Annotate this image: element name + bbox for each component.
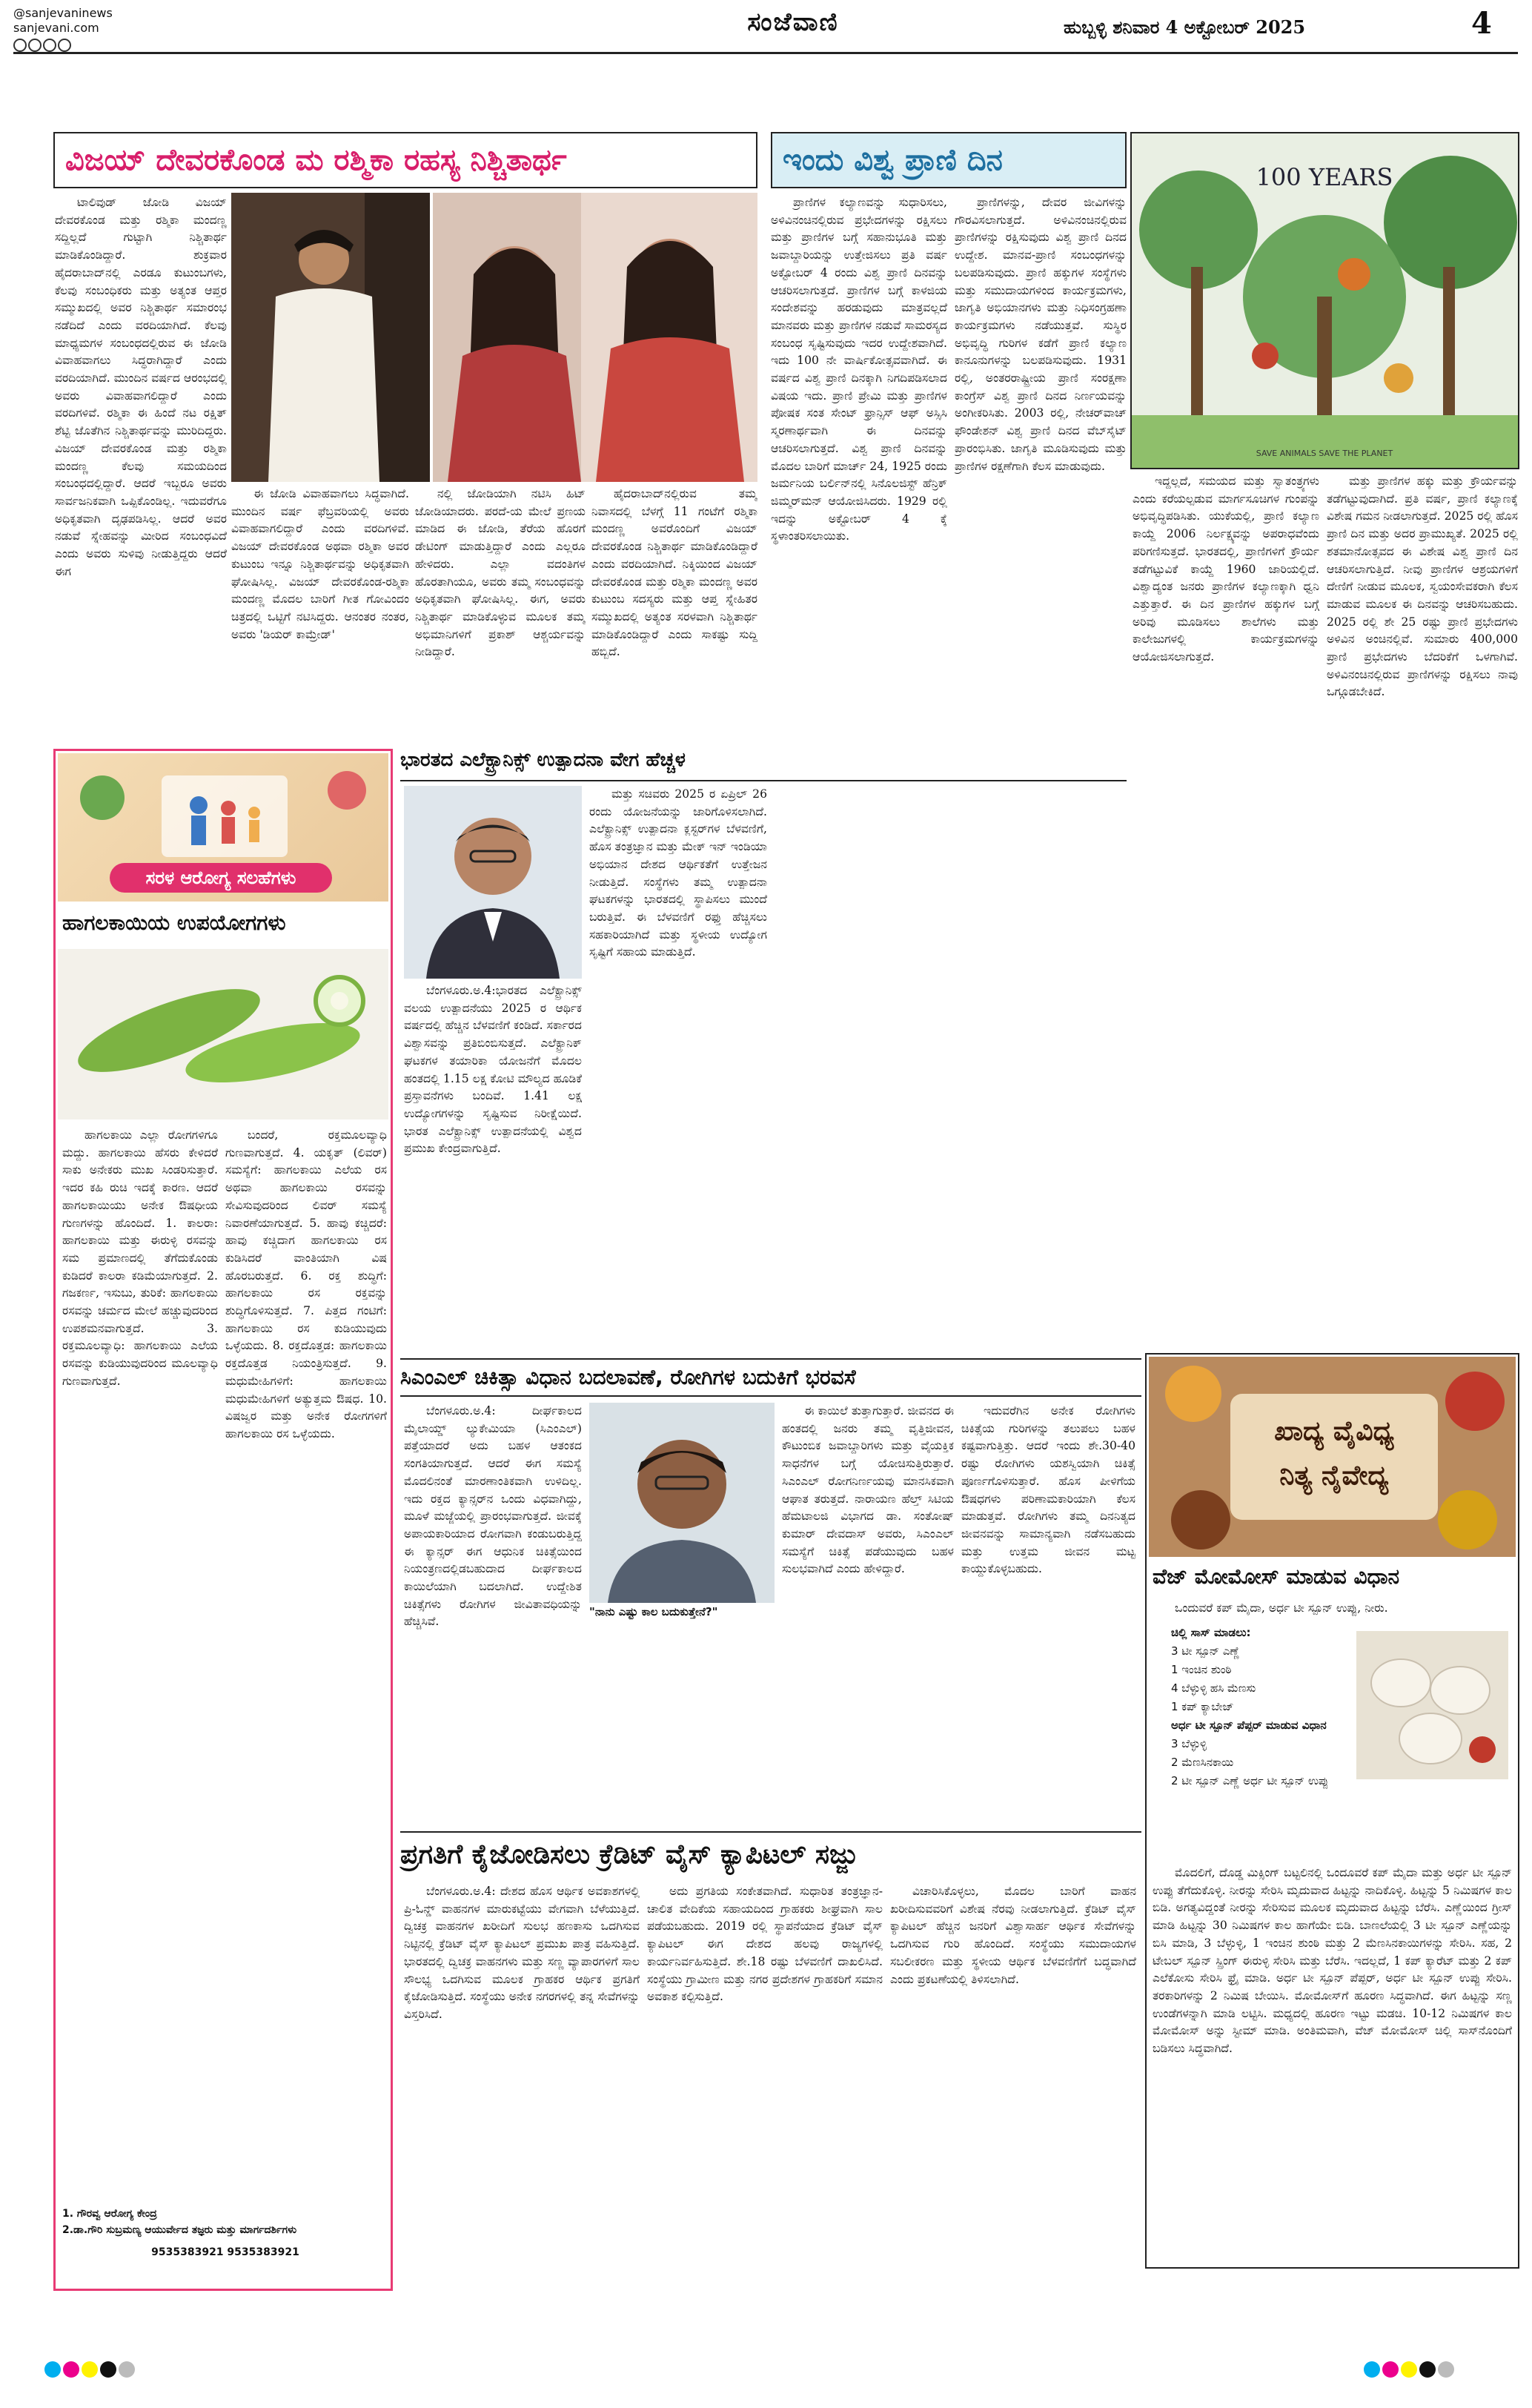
sauce-note: ಅರ್ಧ ಟೀ ಸ್ಪೂನ್ ಪೆಪ್ಪರ್ ಮಾಡುವ ವಿಧಾನ bbox=[1171, 1719, 1327, 1732]
food-headline: ವೆಜ್ ಮೋಮೋಸ್ ಮಾಡುವ ವಿಧಾನ bbox=[1153, 1564, 1400, 1589]
article5-col2: ಅದು ಪ್ರಗತಿಯ ಸಂಕೇತವಾಗಿದೆ. ಸುಧಾರಿತ ತಂತ್ರಜ್ಞಾನ-ಚಾಲಿತ ವೇದಿಕೆಯ ಸಹಾಯದಿಂದ ಗ್ರಾಹಕರು ಶೀಘ್ರವಾಗಿ ಸಾಲ ಪಡೆಯಬಹುದು. 2019 ರಲ್ಲಿ ಸ್ಥಾಪನೆಯಾದ ಕ್ರೆಡಿಟ್ ವೈಸ್ ಕ್ಯಾಪಿಟಲ್ ಈಗ ದೇಶದ ಹಲವು ರಾಜ್ಯಗಳಲ್ಲಿ ಕಾರ್ಯನಿರ್ವಹಿಸುತ್ತಿದೆ. ಶೇ.18 ರಷ್ಟು ಬೆಳವಣಿಗೆ ದಾಖಲಿಸಿದೆ. ಸಂಸ್ಥೆಯು ಗ್ರಾಮೀಣ ಮತ್ತು ನಗರ ಪ್ರದೇಶಗಳ ಗ್ರಾಹಕರಿಗೆ ಸಮಾನ ಅವಕಾಶ ಕಲ್ಪಿಸುತ್ತಿದೆ. bbox=[647, 1885, 883, 2004]
doctor-portrait-illustration bbox=[589, 1403, 775, 1603]
poster-title: 100 YEARS bbox=[1256, 163, 1393, 191]
health-credit-1: 1. ಗೌರವ್ವ ಆರೋಗ್ಯ ಕೇಂದ್ರ bbox=[62, 2208, 157, 2220]
article3-photo bbox=[404, 786, 582, 979]
spices-illustration bbox=[1149, 1357, 1516, 1557]
magenta-dot bbox=[63, 2361, 79, 2378]
filling-item: 3 ಬೆಳ್ಳುಳ್ಳಿ bbox=[1171, 1737, 1207, 1750]
article4-headline: ಸಿಎಂಎಲ್ ಚಿಕಿತ್ಸಾ ವಿಧಾನ ಬದಲಾವಣೆ, ರೋಗಿಗಳ ಬದುಕಿಗೆ ಭರವಸೆ bbox=[400, 1358, 1141, 1397]
black-dot bbox=[1419, 2361, 1436, 2378]
masthead-dateline: ಹುಬ್ಬಳ್ಳಿ ಶನಿವಾರ 4 ಅಕ್ಟೋಬರ್ 2025 bbox=[1064, 16, 1306, 38]
article3-col1: ಬೆಂಗಳೂರು.ಅ.4:ಭಾರತದ ಎಲೆಕ್ಟ್ರಾನಿಕ್ಸ್ ವಲಯ ಉತ್ಪಾದನೆಯು 2025 ರ ಆರ್ಥಿಕ ವರ್ಷದಲ್ಲಿ ಹೆಚ್ಚಿನ ಬೆಳವಣಿಗೆ ಕಂಡಿದೆ. ಸರ್ಕಾರದ ವಿಶ್ವಾಸವನ್ನು ಪ್ರತಿಬಿಂಬಿಸುತ್ತದೆ. ಎಲೆಕ್ಟ್ರಾನಿಕ್ ಘಟಕಗಳ ತಯಾರಿಕಾ ಯೋಜನೆಗೆ ಮೊದಲ ಹಂತದಲ್ಲಿ 1.15 ಲಕ್ಷ ಕೋಟಿ ಮೌಲ್ಯದ ಹೂಡಿಕೆ ಪ್ರಸ್ತಾವನೆಗಳು ಬಂದಿವೆ. 1.41 ಲಕ್ಷ ಉದ್ಯೋಗಗಳನ್ನು ಸೃಷ್ಟಿಸುವ ನಿರೀಕ್ಷೆಯಿದೆ. ಭಾರತ ಎಲೆಕ್ಟ್ರಾನಿಕ್ಸ್ ಉತ್ಪಾದನೆಯಲ್ಲಿ ವಿಶ್ವದ ಪ್ರಮುಖ ಕೇಂದ್ರವಾಗುತ್ತಿದೆ. bbox=[404, 984, 582, 1156]
health-col2: ಬಂದರೆ, ರಕ್ತಮೂಲವ್ಯಾಧಿ ಗುಣವಾಗುತ್ತದೆ. 4. ಯಕೃತ್ (ಲಿವರ್) ಸಮಸ್ಯೆಗೆ: ಹಾಗಲಕಾಯಿ ಎಲೆಯ ರಸ ಅಥವಾ ಹಾಗಲಕಾಯಿ ರಸವನ್ನು ಸೇವಿಸುವುದರಿಂದ ಲಿವರ್ ಸಮಸ್ಯೆ ನಿವಾರಣೆಯಾಗುತ್ತದೆ. 5. ಹಾವು ಕಚ್ಚಿದರೆ: ಹಾವು ಕಚ್ಚಿದಾಗ ಹಾಗಲಕಾಯಿ ರಸ ಕುಡಿಸಿದರೆ ವಾಂತಿಯಾಗಿ ವಿಷ ಹೊರಬರುತ್ತದೆ. 6. ರಕ್ತ ಶುದ್ಧಿಗೆ: ಹಾಗಲಕಾಯಿ ರಸ ರಕ್ತವನ್ನು ಶುದ್ಧಿಗೊಳಿಸುತ್ತದೆ. 7. ಪಿತ್ತದ ಗಂಟಿಗೆ: ಹಾಗಲಕಾಯಿ ರಸ ಕುಡಿಯುವುದು ಒಳ್ಳೆಯದು. 8. ರಕ್ತದೊತ್ತಡ: ಹಾಗಲಕಾಯಿ ರಕ್ತದೊತ್ತಡ ನಿಯಂತ್ರಿಸುತ್ತದೆ. 9. ಮಧುಮೇಹಿಗಳಿಗೆ: ಹಾಗಲಕಾಯಿ ಮಧುಮೇಹಿಗಳಿಗೆ ಅತ್ಯುತ್ತಮ ಔಷಧ. 10. ವಿಷಜ್ವರ ಮತ್ತು ಅನೇಕ ರೋಗಗಳಿಗೆ ಹಾಗಲಕಾಯಿ ರಸ ಒಳ್ಳೆಯದು. bbox=[225, 1128, 387, 1440]
health-banner-image bbox=[58, 753, 388, 902]
article4-col1: ಬೆಂಗಳೂರು.ಅ.4: ದೀರ್ಘಕಾಲದ ಮೈಲಾಯ್ಡ್ ಲ್ಯುಕೇಮಿಯಾ (ಸಿಎಂಎಲ್) ಪತ್ತೆಯಾದರೆ ಅದು ಬಹಳ ಆತಂಕದ ಸಂಗತಿಯಾಗುತ್ತದೆ. ಆದರೆ ಈಗ ಸಮಸ್ಯೆ ಮೊದಲಿನಂತೆ ಮಾರಣಾಂತಿಕವಾಗಿ ಉಳಿದಿಲ್ಲ. ಇದು ರಕ್ತದ ಕ್ಯಾನ್ಸರ್‌ನ ಒಂದು ವಿಧವಾಗಿದ್ದು, ಮೂಳೆ ಮಜ್ಜೆಯಲ್ಲಿ ಪ್ರಾರಂಭವಾಗುತ್ತದೆ. ಜೀವಕ್ಕೆ ಅಪಾಯಕಾರಿಯಾದ ರೋಗವಾಗಿ ಕಂಡುಬರುತ್ತಿದ್ದ ಈ ಕ್ಯಾನ್ಸರ್ ಈಗ ಆಧುನಿಕ ಚಿಕಿತ್ಸೆಯಿಂದ ನಿಯಂತ್ರಣದಲ್ಲಿಡಬಹುದಾದ ದೀರ್ಘಕಾಲದ ಕಾಯಿಲೆಯಾಗಿ ಬದಲಾಗಿದೆ. ಉದ್ದೇಶಿತ ಚಿಕಿತ್ಸೆಗಳು ರೋಗಿಗಳ ಜೀವಿತಾವಧಿಯನ್ನು ಹೆಚ್ಚಿಸಿವೆ. bbox=[404, 1404, 582, 1629]
article4-photo bbox=[589, 1403, 775, 1603]
article4-quote: "ನಾನು ಎಷ್ಟು ಕಾಲ ಬದುಕುತ್ತೇನೆ?" bbox=[589, 1605, 718, 1618]
sauce-item: 4 ಬೆಳ್ಳುಳ್ಳಿ ಹಸಿ ಮೆಣಸು bbox=[1171, 1681, 1256, 1695]
sauce-ingredients bbox=[1171, 1624, 1349, 1861]
momos-illustration bbox=[1356, 1631, 1508, 1779]
article4-col2: ಈ ಕಾಯಿಲೆ ತುತ್ತಾಗುತ್ತಾರೆ. ಜೀವನದ ಈ ಹಂತದಲ್ಲಿ ಜನರು ತಮ್ಮ ವೃತ್ತಿಜೀವನ, ಕೌಟುಂಬಿಕ ಜವಾಬ್ದಾರಿಗಳು ಮತ್ತು ವೈಯಕ್ತಿಕ ಸಾಧನೆಗಳ ಬಗ್ಗೆ ಯೋಚಿಸುತ್ತಿರುತ್ತಾರೆ. ಸಿಎಂಎಲ್ ರೋಗನಿರ್ಣಯವು ಮಾನಸಿಕವಾಗಿ ಆಘಾತ ತರುತ್ತದೆ. ನಾರಾಯಣ ಹೆಲ್ತ್ ಸಿಟಿಯ ಹೆಮಟಾಲಜಿ ವಿಭಾಗದ ಡಾ. ಸಂತೋಷ್ ಕುಮಾರ್ ದೇವದಾಸ್ ಅವರು, ಸಿಎಂಎಲ್ ಸಮಸ್ಯೆಗೆ ಚಿಕಿತ್ಸೆ ಪಡೆಯುವುದು ಬಹಳ ಸುಲಭವಾಗಿದೆ ಎಂದು ಹೇಳಿದ್ದಾರೆ. bbox=[782, 1404, 954, 1576]
grey-dot bbox=[1438, 2361, 1454, 2378]
sauce-title: ಚಿಲ್ಲಿ ಸಾಸ್ ಮಾಡಲು: bbox=[1171, 1626, 1251, 1639]
article3-col2: ಮತ್ತು ಸಚಿವರು 2025 ರ ಏಪ್ರಿಲ್ 26 ರಂದು ಯೋಜನೆಯನ್ನು ಜಾರಿಗೊಳಿಸಲಾಗಿದೆ. ಎಲೆಕ್ಟ್ರಾನಿಕ್ಸ್ ಉತ್ಪಾದನಾ ಕ್ಲಸ್ಟರ್‌ಗಳ ಬೆಳವಣಿಗೆ, ಹೊಸ ತಂತ್ರಜ್ಞಾನ ಮತ್ತು ಮೇಕ್ ಇನ್ ಇಂಡಿಯಾ ಅಭಿಯಾನ ದೇಶದ ಆರ್ಥಿಕತೆಗೆ ಉತ್ತೇಜನ ನೀಡುತ್ತಿದೆ. ಸಂಸ್ಥೆಗಳು ತಮ್ಮ ಉತ್ಪಾದನಾ ಘಟಕಗಳನ್ನು ಭಾರತದಲ್ಲಿ ಸ್ಥಾಪಿಸಲು ಮುಂದೆ ಬರುತ್ತಿವೆ. ಈ ಬೆಳವಣಿಗೆ ರಫ್ತು ಹೆಚ್ಚಿಸಲು ಸಹಕಾರಿಯಾಗಿದೆ ಮತ್ತು ಸ್ಥಳೀಯ ಉದ್ಯೋಗ ಸೃಷ್ಟಿಗೆ ಸಹಾಯ ಮಾಡುತ್ತಿದೆ. bbox=[589, 787, 767, 959]
article1-col4: ಹೈದರಾಬಾದ್‌ನಲ್ಲಿರುವ ತಮ್ಮ ನಿವಾಸದಲ್ಲಿ ಬೆಳಗ್ಗೆ 11 ಗಂಟೆಗೆ ರಶ್ಮಿಕಾ ಮಂದಣ್ಣ ಅವರೊಂದಿಗೆ ವಿಜಯ್ ದೇವರಕೊಂಡ ನಿಶ್ಚಿತಾರ್ಥ ಮಾಡಿಕೊಂಡಿದ್ದಾರೆ ಎಂದು ವರದಿಯಾಗಿದೆ. ನಿಕ್ಕಿಯಿಂದ ವಿಜಯ್ ದೇವರಕೊಂಡ ಮತ್ತು ರಶ್ಮಿಕಾ ಮಂದಣ್ಣ ಅವರ ಕುಟುಂಬ ಸದಸ್ಯರು ಮತ್ತು ಆಪ್ತ ಸ್ನೇಹಿತರ ಸಮ್ಮುಖದಲ್ಲಿ ಅತ್ಯಂತ ಸರಳವಾಗಿ ನಿಶ್ಚಿತಾರ್ಥ ಮಾಡಿಕೊಂಡಿದ್ದಾರೆ ಎಂದು ಸಾಕಷ್ಟು ಸುದ್ದಿ ಹಬ್ಬಿದೆ. bbox=[591, 487, 757, 659]
website: sanjevani.com bbox=[13, 21, 99, 35]
sauce-item: 1 ಇಂಚಿನ ಶುಂಠಿ bbox=[1171, 1663, 1232, 1676]
masthead-rule bbox=[13, 52, 1518, 55]
official-portrait-illustration bbox=[404, 786, 582, 979]
food-method: ಮೊದಲಿಗೆ, ದೊಡ್ಡ ಮಿಕ್ಸಿಂಗ್ ಬಟ್ಟಲಿನಲ್ಲಿ ಒಂದೂವರೆ ಕಪ್ ಮೈದಾ ಮತ್ತು ಅರ್ಧ ಟೀ ಸ್ಪೂನ್ ಉಪ್ಪು ತೆಗೆದುಕೊಳ್ಳಿ. ನೀರನ್ನು ಸೇರಿಸಿ ಮೃದುವಾದ ಹಿಟ್ಟನ್ನು ನಾದಿಕೊಳ್ಳಿ. ಹಿಟ್ಟನ್ನು 5 ನಿಮಿಷಗಳ ಕಾಲ ಬಿಡಿ. ಅಗತ್ಯವಿದ್ದಂತೆ ನೀರನ್ನು ಸೇರಿಸುವ ಮೂಲಕ ಮೃದುವಾದ ಹಿಟ್ಟನ್ನು ಬೆರೆಸಿ. ಎಣ್ಣೆಯಿಂದ ಗ್ರೀಸ್ ಮಾಡಿ ಹಿಟ್ಟನ್ನು 30 ನಿಮಿಷಗಳ ಕಾಲ ಹಾಗೆಯೇ ಬಿಡಿ. ಬಾಣಲೆಯಲ್ಲಿ 3 ಟೀ ಸ್ಪೂನ್ ಎಣ್ಣೆಯನ್ನು ಬಿಸಿ ಮಾಡಿ, 3 ಬೆಳ್ಳುಳ್ಳಿ, 1 ಇಂಚಿನ ಶುಂಠಿ ಮತ್ತು 2 ಮೆಣಸಿನಕಾಯಿಗಳನ್ನು ಸೇರಿಸಿ. ಸಹ, 2 ಟೇಬಲ್ ಸ್ಪೂನ್ ಸ್ಪ್ರಿಂಗ್ ಈರುಳ್ಳಿ ಸೇರಿಸಿ ಮತ್ತು ಬೆರೆಸಿ. ಇದಲ್ಲದೆ, 1 ಕಪ್ ಕ್ಯಾರೆಟ್ ಮತ್ತು 2 ಕಪ್ ಎಲೆಕೋಸು ಸೇರಿಸಿ ಫ್ರೈ ಮಾಡಿ. ಅರ್ಧ ಟೀ ಸ್ಪೂನ್ ಪೆಪ್ಪರ್, ಅರ್ಧ ಟೀ ಸ್ಪೂನ್ ಉಪ್ಪು ಸೇರಿಸಿ. ತರಕಾರಿಗಳನ್ನು 2 ನಿಮಿಷ ಬೇಯಿಸಿ. ಮೋಮೋಸ್‌ಗೆ ಹೂರಣ ಸಿದ್ಧವಾಗಿದೆ. ಈಗ ಹಿಟ್ಟನ್ನು ಸಣ್ಣ ಉಂಡೆಗಳನ್ನಾಗಿ ಮಾಡಿ ಲಟ್ಟಿಸಿ. ಮಧ್ಯದಲ್ಲಿ ಹೂರಣ ಇಟ್ಟು ಮಡಚಿ. 10-12 ನಿಮಿಷಗಳ ಕಾಲ ಮೋಮೋಸ್ ಅನ್ನು ಸ್ಟೀಮ್ ಮಾಡಿ. ಅಂತಿಮವಾಗಿ, ವೆಜ್ ಮೋಮೋಸ್ ಚಿಲ್ಲಿ ಸಾಸ್‌ನೊಂದಿಗೆ ಬಡಿಸಲು ಸಿದ್ಧವಾಗಿದೆ. bbox=[1153, 1866, 1512, 2056]
article1-col2: ಈ ಜೋಡಿ ವಿವಾಹವಾಗಲು ಸಿದ್ಧವಾಗಿದೆ. ಮುಂದಿನ ವರ್ಷ ಫೆಬ್ರವರಿಯಲ್ಲಿ ಅವರು ವಿವಾಹವಾಗಲಿದ್ದಾರೆ ಎಂದು ವರದಿಗಳಿವೆ. ವಿಜಯ್ ದೇವರಕೊಂಡ ಅಥವಾ ರಶ್ಮಿಕಾ ಅವರ ಕುಟುಂಬ ಇನ್ನೂ ನಿಶ್ಚಿತಾರ್ಥವನ್ನು ಅಧಿಕೃತವಾಗಿ ಘೋಷಿಸಿಲ್ಲ. ವಿಜಯ್ ದೇವರಕೊಂಡ-ರಶ್ಮಿಕಾ ಮಂದಣ್ಣ ಮೊದಲ ಬಾರಿಗೆ ಗೀತ ಗೋವಿಂದಂ ಚಿತ್ರದಲ್ಲಿ ಒಟ್ಟಿಗೆ ನಟಿಸಿದ್ದರು. ಆನಂತರ ನಂತರ, ಅವರು 'ಡಿಯರ್ ಕಾಮ್ರೇಡ್' bbox=[231, 487, 409, 641]
vijay-photo-illustration bbox=[231, 193, 430, 482]
article1-photo-vijay bbox=[231, 193, 430, 482]
sauce-item: 1 ಕಪ್ ಕ್ಯಾಬೇಜ್ bbox=[1171, 1700, 1234, 1713]
health-headline: ಹಾಗಲಕಾಯಿಯ ಉಪಯೋಗಗಳು bbox=[62, 910, 286, 935]
food-banner-line2: ನಿತ್ಯ ನೈವೇದ್ಯ bbox=[1279, 1461, 1389, 1491]
article1-col3: ನಲ್ಲಿ ಜೋಡಿಯಾಗಿ ನಟಿಸಿ ಹಿಟ್ ಜೋಡಿಯಾದರು. ಪರದೆ-ಯ ಮೇಲೆ ಪ್ರಣಯ ಮಾಡಿದ ಈ ಜೋಡಿ, ತೆರೆಯ ಹೊರಗೆ ಡೇಟಿಂಗ್ ಮಾಡುತ್ತಿದ್ದಾರೆ ಎಂದು ಎಲ್ಲರೂ ಹೇಳಿದರು. ಎಲ್ಲಾ ವದಂತಿಗಳ ಹೊರತಾಗಿಯೂ, ಅವರು ತಮ್ಮ ಸಂಬಂಧವನ್ನು ಅಧಿಕೃತವಾಗಿ ಘೋಷಿಸಿಲ್ಲ. ಈಗ, ಅವರು ನಿಶ್ಚಿತಾರ್ಥ ಮಾಡಿಕೊಳ್ಳುವ ಮೂಲಕ ತಮ್ಮ ಅಭಿಮಾನಿಗಳಿಗೆ ಪ್ರಕಾಶ್ ಆಶ್ಚರ್ಯವನ್ನು ನೀಡಿದ್ದಾರೆ. bbox=[415, 487, 586, 659]
food-banner-image bbox=[1149, 1357, 1516, 1557]
grey-dot bbox=[119, 2361, 135, 2378]
article2-headline: ಇಂದು ವಿಶ್ವ ಪ್ರಾಣಿ ದಿನ bbox=[783, 143, 1003, 177]
sauce-item: 3 ಟೀ ಸ್ಪೂನ್ ಎಣ್ಣೆ bbox=[1171, 1644, 1240, 1658]
filling-item: 2 ಟೀ ಸ್ಪೂನ್ ಎಣ್ಣೆ ಅರ್ಧ ಟೀ ಸ್ಪೂನ್ ಉಪ್ಪು bbox=[1171, 1774, 1329, 1787]
masthead-title: ಸಂಜೆವಾಣಿ bbox=[747, 7, 839, 37]
yellow-dot bbox=[1401, 2361, 1417, 2378]
instagram-icon bbox=[43, 39, 56, 52]
article1-photo-rashmika bbox=[433, 193, 757, 482]
health-col1: ಹಾಗಲಕಾಯಿ ಎಲ್ಲಾ ರೋಗಗಳಿಗೂ ಮದ್ದು. ಹಾಗಲಕಾಯಿ ಹೆಸರು ಕೇಳಿದರೆ ಸಾಕು ಅನೇಕರು ಮುಖ ಸಿಂಡರಿಸುತ್ತಾರೆ. ಇದರ ಕಹಿ ರುಚಿ ಇದಕ್ಕೆ ಕಾರಣ. ಆದರೆ ಹಾಗಲಕಾಯಿಯು ಅನೇಕ ಔಷಧೀಯ ಗುಣಗಳನ್ನು ಹೊಂದಿದೆ. 1. ಕಾಲರಾ: ಹಾಗಲಕಾಯಿ ಮತ್ತು ಈರುಳ್ಳಿ ರಸವನ್ನು ಸಮ ಪ್ರಮಾಣದಲ್ಲಿ ತೆಗೆದುಕೊಂಡು ಕುಡಿದರೆ ಕಾಲರಾ ಕಡಿಮೆಯಾಗುತ್ತದೆ. 2. ಗಜಕರ್ಣ, ಇಸುಬು, ತುರಿಕೆ: ಹಾಗಲಕಾಯಿ ರಸವನ್ನು ಚರ್ಮದ ಮೇಲೆ ಹಚ್ಚುವುದರಿಂದ ಉಪಶಮನವಾಗುತ್ತದೆ. 3. ರಕ್ತಮೂಲವ್ಯಾಧಿ: ಹಾಗಲಕಾಯಿ ಎಲೆಯ ರಸವನ್ನು ಕುಡಿಯುವುದರಿಂದ ಮೂಲವ್ಯಾಧಿ ಗುಣವಾಗುತ್ತದೆ. bbox=[62, 1128, 218, 1388]
facebook-icon bbox=[13, 39, 27, 52]
article2-col3: ಇದ್ದಲ್ಲದೆ, ಸಮಯದ ಮತ್ತು ಸ್ವಾತಂತ್ರ್ಯಗಳು ಎಂದು ಕರೆಯಲ್ಪಡುವ ಮಾರ್ಗಸೂಚಿಗಳ ಗುಂಪನ್ನು ಅಭಿವೃದ್ಧಿಪಡಿಸಿತು. ಯುಕೆಯಲ್ಲಿ, ಪ್ರಾಣಿ ಕಲ್ಯಾಣ ಕಾಯ್ದೆ 2006 ನಿರ್ಲಕ್ಷ್ಯವನ್ನು ಅಪರಾಧವೆಂದು ಪರಿಗಣಿಸುತ್ತದೆ. ಭಾರತದಲ್ಲಿ, ಪ್ರಾಣಿಗಳಿಗೆ ಕ್ರೌರ್ಯ ತಡೆಗಟ್ಟುವಿಕೆ ಕಾಯ್ದೆ 1960 ಜಾರಿಯಲ್ಲಿದೆ. ವಿಶ್ವಾದ್ಯಂತ ಜನರು ಪ್ರಾಣಿಗಳ ಕಲ್ಯಾಣಕ್ಕಾಗಿ ಧ್ವನಿ ಎತ್ತುತ್ತಾರೆ. ಈ ದಿನ ಪ್ರಾಣಿಗಳ ಹಕ್ಕುಗಳ ಬಗ್ಗೆ ಅರಿವು ಮೂಡಿಸಲು ಶಾಲೆಗಳು ಮತ್ತು ಕಾಲೇಜುಗಳಲ್ಲಿ ಕಾರ್ಯಕ್ರಮಗಳನ್ನು ಆಯೋಜಿಸಲಾಗುತ್ತದೆ. bbox=[1133, 474, 1319, 664]
masthead-handles bbox=[13, 6, 132, 58]
cyan-dot bbox=[44, 2361, 61, 2378]
article1-headline-box bbox=[53, 132, 757, 188]
article2-col2: ಪ್ರಾಣಿಗಳನ್ನು, ದೇವರ ಜೀವಿಗಳನ್ನು ಗೌರವಿಸಲಾಗುತ್ತದೆ. ಅಳಿವಿನಂಚಿನಲ್ಲಿರುವ ಪ್ರಾಣಿಗಳನ್ನು ರಕ್ಷಿಸುವುದು ವಿಶ್ವ ಪ್ರಾಣಿ ದಿನದ ಉದ್ದೇಶ. ಮಾನವ-ಪ್ರಾಣಿ ಸಂಬಂಧಗಳನ್ನು ಬಲಪಡಿಸುವುದು. ಪ್ರಾಣಿ ಹಕ್ಕುಗಳ ಸಂಸ್ಥೆಗಳು ಮತ್ತು ಸಮುದಾಯಗಳಿಂದ ಕಾರ್ಯಕ್ರಮಗಳು, ಜಾಗೃತಿ ಅಭಿಯಾನಗಳು ಮತ್ತು ನಿಧಿಸಂಗ್ರಹಣಾ ಕಾರ್ಯಕ್ರಮಗಳು ನಡೆಯುತ್ತವೆ. ಸುಸ್ಥಿರ ಅಭಿವೃದ್ಧಿ ಗುರಿಗಳ ಕಡೆಗೆ ಪ್ರಾಣಿ ಕಲ್ಯಾಣ ಕಾನೂನುಗಳನ್ನು ಬಲಪಡಿಸುವುದು. 1931 ರಲ್ಲಿ, ಅಂತರರಾಷ್ಟ್ರೀಯ ಪ್ರಾಣಿ ಸಂರಕ್ಷಣಾ ಕಾಂಗ್ರೆಸ್ ವಿಶ್ವ ಪ್ರಾಣಿ ದಿನದ ನಿರ್ಣಯವನ್ನು ಅಂಗೀಕರಿಸಿತು. 2003 ರಲ್ಲಿ, ನೇಚರ್‌ವಾಚ್ ಫೌಂಡೇಶನ್ ವಿಶ್ವ ಪ್ರಾಣಿ ದಿನದ ವೆಬ್‌ಸೈಟ್ ಪ್ರಾರಂಭಿಸಿತು. ಜಾಗೃತಿ ಮೂಡಿಸುವುದು ಮತ್ತು ಪ್ರಾಣಿಗಳ ರಕ್ಷಣೆಗಾಗಿ ಕೆಲಸ ಮಾಡುವುದು. bbox=[955, 196, 1127, 473]
filling-item: 2 ಮೆಣಸಿನಕಾಯಿ bbox=[1171, 1756, 1234, 1769]
poster-caption: SAVE ANIMALS SAVE THE PLANET bbox=[1256, 449, 1393, 458]
food-intro: ಒಂದುವರೆ ಕಪ್ ಮೈದಾ, ಅರ್ಧ ಟೀ ಸ್ಪೂನ್ ಉಪ್ಪು, ನೀರು. bbox=[1175, 1601, 1388, 1615]
health-credit-2: 2.ಡಾ.ಗೌರಿ ಸುಬ್ರಮಣ್ಯ ಆಯುರ್ವೇದ ತಜ್ಞರು ಮತ್ತು ಮಾರ್ಗದರ್ಶಿಗಳು bbox=[62, 2224, 297, 2236]
black-dot bbox=[100, 2361, 116, 2378]
article1-headline: ವಿಜಯ್ ದೇವರಕೊಂಡ ಮ ರಶ್ಮಿಕಾ ರಹಸ್ಯ ನಿಶ್ಚಿತಾರ್ಥ bbox=[65, 143, 567, 177]
article2-headline-box bbox=[771, 132, 1127, 188]
youtube-icon bbox=[58, 39, 71, 52]
cyan-dot bbox=[1364, 2361, 1380, 2378]
article3-headline: ಭಾರತದ ಎಲೆಕ್ಟ್ರಾನಿಕ್ಸ್ ಉತ್ಪಾದನಾ ವೇಗ ಹೆಚ್ಚಳ bbox=[400, 749, 1127, 781]
social-handle: @sanjevaninews bbox=[13, 6, 113, 20]
page-number: 4 bbox=[1471, 6, 1492, 41]
article4-col3: ಇದುವರೆಗಿನ ಅನೇಕ ರೋಗಿಗಳು ಚಿಕಿತ್ಸೆಯ ಗುರಿಗಳನ್ನು ತಲುಪಲು ಬಹಳ ಕಷ್ಟವಾಗುತ್ತಿತ್ತು. ಆದರೆ ಇಂದು ಶೇ.30-40 ರಷ್ಟು ರೋಗಿಗಳು ಯಶಸ್ವಿಯಾಗಿ ಚಿಕಿತ್ಸೆ ಪೂರ್ಣಗೊಳಿಸುತ್ತಾರೆ. ಹೊಸ ಪೀಳಿಗೆಯ ಔಷಧಗಳು ಪರಿಣಾಮಕಾರಿಯಾಗಿ ಕೆಲಸ ಮಾಡುತ್ತವೆ. ರೋಗಿಗಳು ತಮ್ಮ ದಿನನಿತ್ಯದ ಜೀವನವನ್ನು ಸಾಮಾನ್ಯವಾಗಿ ನಡೆಸಬಹುದು ಮತ್ತು ಉತ್ತಮ ಜೀವನ ಮಟ್ಟ ಕಾಯ್ದುಕೊಳ್ಳಬಹುದು. bbox=[961, 1404, 1135, 1576]
magenta-dot bbox=[1382, 2361, 1399, 2378]
twitter-icon bbox=[28, 39, 42, 52]
color-registration-right bbox=[1364, 2361, 1482, 2384]
article2-col4: ಮತ್ತು ಪ್ರಾಣಿಗಳ ಹಕ್ಕು ಮತ್ತು ಕ್ರೌರ್ಯವನ್ನು ತಡೆಗಟ್ಟುವುದಾಗಿದೆ. ಪ್ರತಿ ವರ್ಷ, ಪ್ರಾಣಿ ಕಲ್ಯಾಣಕ್ಕೆ ವಿಶೇಷ ಗಮನ ನೀಡಲಾಗುತ್ತದೆ. 2025 ರಲ್ಲಿ ಹೊಸ ಪ್ರಾಣಿ ದಿನ ಮತ್ತು ಅದರ ಪ್ರಾಮುಖ್ಯತೆ. 2025 ರಲ್ಲಿ ಶತಮಾನೋತ್ಸವದ ಈ ವಿಶೇಷ ವಿಶ್ವ ಪ್ರಾಣಿ ದಿನ ಆಚರಿಸಲಾಗುತ್ತಿದೆ. ನೀವು ಪ್ರಾಣಿಗಳ ಆಶ್ರಯಗಳಿಗೆ ದೇಣಿಗೆ ನೀಡುವ ಮೂಲಕ, ಸ್ವಯಂಸೇವಕರಾಗಿ ಕೆಲಸ ಮಾಡುವ ಮೂಲಕ ಈ ದಿನವನ್ನು ಆಚರಿಸಬಹುದು. 2025 ರಲ್ಲಿ ಶೇ 25 ರಷ್ಟು ಪ್ರಾಣಿ ಪ್ರಭೇದಗಳು ಅಳಿವಿನ ಅಂಚಿನಲ್ಲಿವೆ. ಸುಮಾರು 400,000 ಪ್ರಾಣಿ ಪ್ರಭೇದಗಳು ಬೆದರಿಕೆಗೆ ಒಳಗಾಗಿವೆ. ಅಳಿವಿನಂಚಿನಲ್ಲಿರುವ ಪ್ರಾಣಿಗಳನ್ನು ರಕ್ಷಿಸಲು ನಾವು ಒಗ್ಗೂಡಬೇಕಿದೆ. bbox=[1327, 474, 1518, 699]
article5-col3: ವಿಚಾರಿಸಿಕೊಳ್ಳಲು, ಮೊದಲ ಬಾರಿಗೆ ವಾಹನ ಖರೀದಿಸುವವರಿಗೆ ವಿಶೇಷ ನೆರವು ನೀಡಲಾಗುತ್ತಿದೆ. ಕ್ರೆಡಿಟ್ ವೈಸ್ ಕ್ಯಾಪಿಟಲ್ ಹೆಚ್ಚಿನ ಜನರಿಗೆ ವಿಶ್ವಾಸಾರ್ಹ ಆರ್ಥಿಕ ಸೇವೆಗಳನ್ನು ಒದಗಿಸುವ ಗುರಿ ಹೊಂದಿದೆ. ಸಂಸ್ಥೆಯು ಸಮುದಾಯಗಳ ಸಬಲೀಕರಣ ಮತ್ತು ಸ್ಥಳೀಯ ಆರ್ಥಿಕ ಬೆಳವಣಿಗೆಗೆ ಬದ್ಧವಾಗಿದೆ ಎಂದು ಪ್ರಕಟಣೆಯಲ್ಲಿ ತಿಳಿಸಲಾಗಿದೆ. bbox=[890, 1885, 1136, 1986]
social-icons bbox=[13, 37, 132, 52]
animal-day-poster bbox=[1130, 132, 1519, 469]
article2-col1: ಪ್ರಾಣಿಗಳ ಕಲ್ಯಾಣವನ್ನು ಸುಧಾರಿಸಲು, ಅಳಿವಿನಂಚಿನಲ್ಲಿರುವ ಪ್ರಭೇದಗಳನ್ನು ರಕ್ಷಿಸಲು ಮತ್ತು ಪ್ರಾಣಿಗಳ ಬಗ್ಗೆ ಸಹಾನುಭೂತಿ ಮತ್ತು ಜವಾಬ್ದಾರಿಯನ್ನು ಉತ್ತೇಜಿಸಲು ಪ್ರತಿ ವರ್ಷ ಅಕ್ಟೋಬರ್ 4 ರಂದು ವಿಶ್ವ ಪ್ರಾಣಿ ದಿನವನ್ನು ಆಚರಿಸಲಾಗುತ್ತದೆ. ಪ್ರಾಣಿಗಳ ಬಗ್ಗೆ ಕಾಳಜಿಯ ಸಂದೇಶವನ್ನು ಹರಡುವುದು ಮಾತ್ರವಲ್ಲದೆ ಮಾನವರು ಮತ್ತು ಪ್ರಾಣಿಗಳ ನಡುವೆ ಸಾಮರಸ್ಯದ ಸಂಬಂಧ ಸೃಷ್ಟಿಸುವುದು ಇದರ ಉದ್ದೇಶವಾಗಿದೆ. ಇದು 100 ನೇ ವಾರ್ಷಿಕೋತ್ಸವವಾಗಿದೆ. ಈ ವರ್ಷದ ವಿಶ್ವ ಪ್ರಾಣಿ ದಿನಕ್ಕಾಗಿ ನಿಗದಿಪಡಿಸಲಾದ ವಿಷಯ ಇದು. ಪ್ರಾಣಿ ಪ್ರೇಮಿ ಮತ್ತು ಪ್ರಾಣಿಗಳ ಪೋಷಕ ಸಂತ ಸೇಂಟ್ ಫ್ರಾನ್ಸಿಸ್ ಆಫ್ ಅಸ್ಸಿಸಿ ಸ್ಮರಣಾರ್ಥವಾಗಿ ಈ ದಿನವನ್ನು ಆಚರಿಸಲಾಗುತ್ತದೆ. ವಿಶ್ವ ಪ್ರಾಣಿ ದಿನವನ್ನು ಮೊದಲ ಬಾರಿಗೆ ಮಾರ್ಚ್ 24, 1925 ರಂದು ಜರ್ಮನಿಯ ಬರ್ಲಿನ್‌ನಲ್ಲಿ ಸಿನೊಲಜಿಸ್ಟ್ ಹೆನ್ರಿಕ್ ಜಿಮ್ಮರ್‌ಮನ್ ಆಯೋಜಿಸಿದರು. 1929 ರಲ್ಲಿ ಇದನ್ನು ಅಕ್ಟೋಬರ್ 4 ಕ್ಕೆ ಸ್ಥಳಾಂತರಿಸಲಾಯಿತು. bbox=[771, 196, 947, 543]
article5-col1: ಬೆಂಗಳೂರು.ಅ.4: ದೇಶದ ಹೊಸ ಆರ್ಥಿಕ ಅವಕಾಶಗಳಲ್ಲಿ ಪ್ರಿ-ಓನ್ಡ್ ವಾಹನಗಳ ಮಾರುಕಟ್ಟೆಯು ವೇಗವಾಗಿ ಬೆಳೆಯುತ್ತಿದೆ. ದ್ವಿಚಕ್ರ ವಾಹನಗಳ ಖರೀದಿಗೆ ಸುಲಭ ಹಣಕಾಸು ಒದಗಿಸುವ ನಿಟ್ಟಿನಲ್ಲಿ ಕ್ರೆಡಿಟ್ ವೈಸ್ ಕ್ಯಾಪಿಟಲ್ ಪ್ರಮುಖ ಪಾತ್ರ ವಹಿಸುತ್ತಿದೆ. ಭಾರತದಲ್ಲಿ ದ್ವಿಚಕ್ರ ವಾಹನಗಳು ಮತ್ತು ಸಣ್ಣ ವ್ಯಾಪಾರಗಳಿಗೆ ಸಾಲ ಸೌಲಭ್ಯ ಒದಗಿಸುವ ಮೂಲಕ ಗ್ರಾಹಕರ ಆರ್ಥಿಕ ಪ್ರಗತಿಗೆ ಕೈಜೋಡಿಸುತ್ತಿದೆ. ಸಂಸ್ಥೆಯು ಅನೇಕ ನಗರಗಳಲ್ಲಿ ತನ್ನ ಸೇವೆಗಳನ್ನು ವಿಸ್ತರಿಸಿದೆ. bbox=[404, 1885, 640, 2021]
health-banner-label: ಸರಳ ಆರೋಗ್ಯ ಸಲಹೆಗಳು bbox=[110, 863, 332, 893]
yellow-dot bbox=[82, 2361, 98, 2378]
health-phone: 9535383921 9535383921 bbox=[151, 2246, 299, 2258]
rashmika-photo-illustration bbox=[433, 193, 757, 482]
article1-col1: ಟಾಲಿವುಡ್ ಜೋಡಿ ವಿಜಯ್ ದೇವರಕೊಂಡ ಮತ್ತು ರಶ್ಮಿಕಾ ಮಂದಣ್ಣ ಸದ್ದಿಲ್ಲದೆ ಗುಟ್ಟಾಗಿ ನಿಶ್ಚಿತಾರ್ಥ ಮಾಡಿಕೊಂಡಿದ್ದಾರೆ. ಶುಕ್ರವಾರ ಹೈದರಾಬಾದ್‌ನಲ್ಲಿ ಎರಡೂ ಕುಟುಂಬಗಳು, ಕೆಲವು ಸಂಬಂಧಿಕರು ಮತ್ತು ಅತ್ಯಂತ ಆಪ್ತರ ಸಮ್ಮುಖದಲ್ಲಿ ಅವರ ನಿಶ್ಚಿತಾರ್ಥ ಸಮಾರಂಭ ನಡೆದಿದೆ ಎಂದು ವರದಿಯಾಗಿದೆ. ಕೆಲವು ಮಾಧ್ಯಮಗಳ ಸಂಬಂಧದಲ್ಲಿರುವ ಈ ಜೋಡಿ ವಿವಾಹವಾಗಲು ಸಿದ್ಧರಾಗಿದ್ದಾರೆ ಎಂದು ವರದಿಯಾಗಿದೆ. ಮುಂದಿನ ವರ್ಷದ ಆರಂಭದಲ್ಲಿ ಅವರು ವಿವಾಹವಾಗಲಿದ್ದಾರೆ ಎಂದು ವರದಿಗಳಿವೆ. ರಶ್ಮಿಕಾ ಈ ಹಿಂದೆ ನಟ ರಕ್ಷಿತ್ ಶೆಟ್ಟಿ ಜೊತೆಗಿನ ನಿಶ್ಚಿತಾರ್ಥವನ್ನು ಮುರಿದಿದ್ದರು. ವಿಜಯ್ ದೇವರಕೊಂಡ ಮತ್ತು ರಶ್ಮಿಕಾ ಮಂದಣ್ಣ ಕೆಲವು ಸಮಯದಿಂದ ಸಂಬಂಧದಲ್ಲಿದ್ದಾರೆ. ಆದರೆ ಇಬ್ಬರೂ ಅವರು ಸಾರ್ವಜನಿಕವಾಗಿ ಒಪ್ಪಿಕೊಂಡಿಲ್ಲ. ಇದುವರೆಗೂ ಅಧಿಕೃತವಾಗಿ ದೃಢಪಡಿಸಿಲ್ಲ. ಆದರೆ ಅವರ ನಡುವೆ ಸ್ನೇಹವನ್ನು ಮೀರಿದ ಸಂಬಂಧವಿದೆ ಎಂದು ಅವರು ಸುಳಿವು ನೀಡುತ್ತಿದ್ದರು ಆದರೆ ಈಗ bbox=[55, 196, 227, 578]
momos-photo bbox=[1356, 1631, 1508, 1779]
article5-headline: ಪ್ರಗತಿಗೆ ಕೈಜೋಡಿಸಲು ಕ್ರೆಡಿಟ್ ವೈಸ್ ಕ್ಯಾಪಿಟಲ್ ಸಜ್ಜು bbox=[400, 1831, 1141, 1877]
bitter-gourd-photo bbox=[58, 949, 388, 1119]
bitter-gourd-illustration bbox=[58, 949, 388, 1119]
food-banner-line1: ಖಾದ್ಯ ವೈವಿಧ್ಯ bbox=[1274, 1416, 1394, 1446]
color-registration-left bbox=[44, 2361, 163, 2384]
health-credits bbox=[62, 2206, 388, 2287]
